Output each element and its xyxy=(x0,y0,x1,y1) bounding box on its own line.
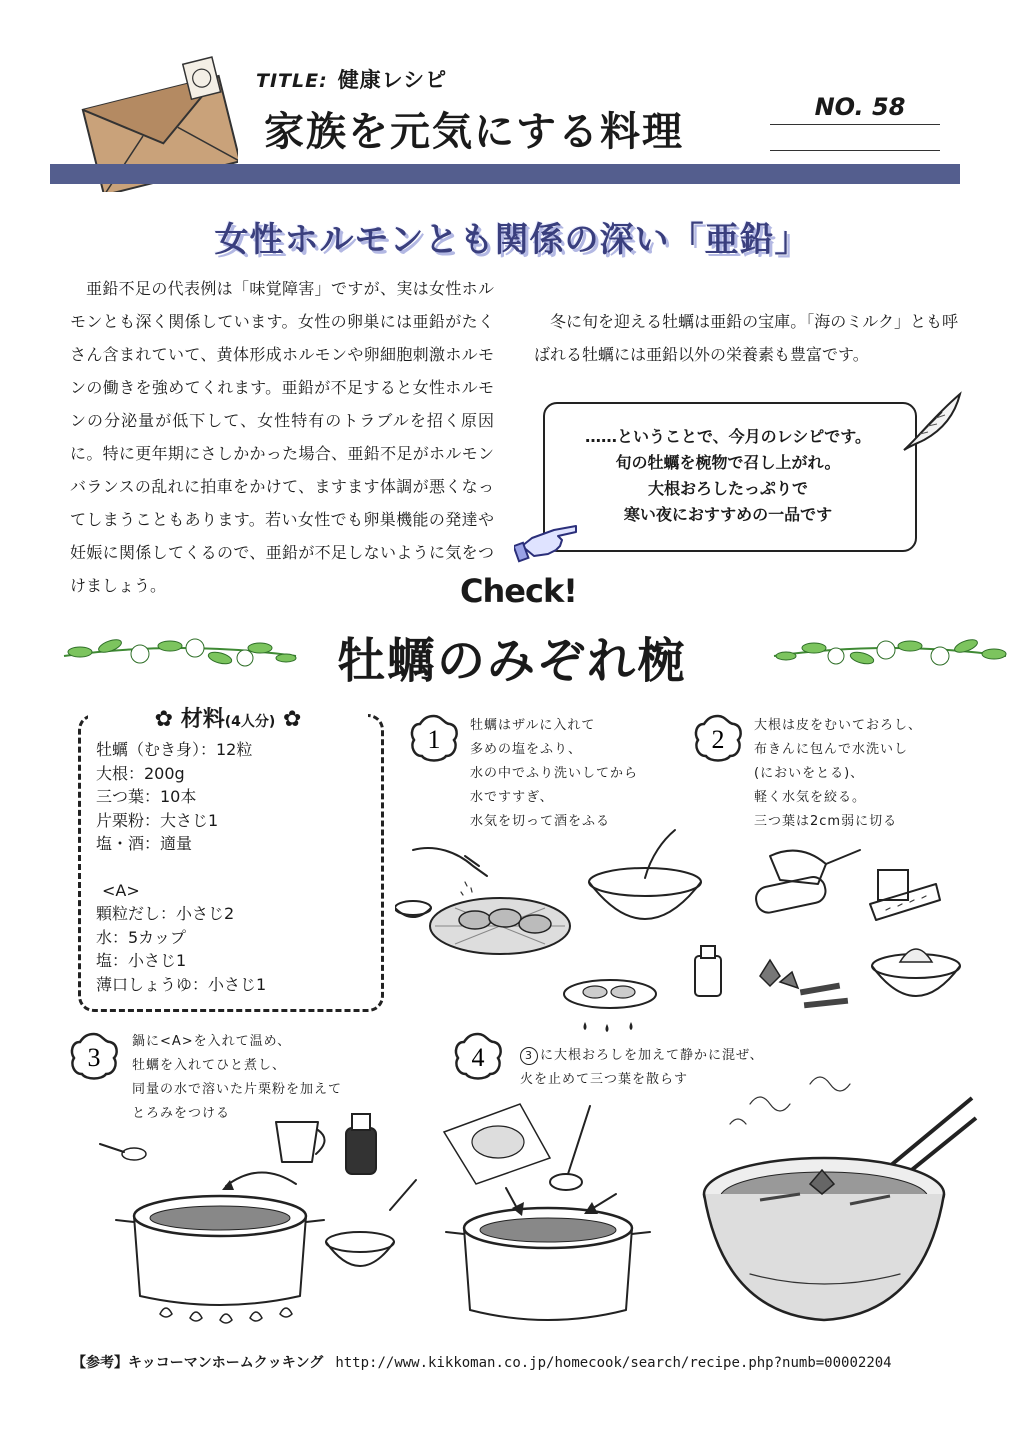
ingredient-spacer xyxy=(96,856,376,879)
ingredient-item: 塩：小さじ1 xyxy=(96,951,187,970)
step-line: 牡蠣を入れてひと煮し、 xyxy=(132,1058,287,1073)
callout-line: 寒い夜におすすめの一品です xyxy=(623,505,833,524)
main-title: 家族を元気にする料理 xyxy=(264,109,684,155)
issue-number: NO. 58 xyxy=(814,93,906,121)
feather-pen-icon xyxy=(898,388,970,456)
article-paragraph-2: 冬に旬を迎える牡蠣は亜鉛の宝庫。「海のミルク」とも呼ばれる牡蠣には亜鉛以外の栄養素も豊富です。 xyxy=(534,312,958,364)
step-3-number: 3 xyxy=(87,1043,101,1072)
step-1-illustration xyxy=(395,826,735,1036)
ingredient-item: 片栗粉：大さじ1 xyxy=(96,810,219,830)
pointing-hand-icon xyxy=(514,516,580,566)
issue-underline-2 xyxy=(770,150,940,151)
step-2-number: 2 xyxy=(711,725,725,754)
step-line: 多めの塩をふり、 xyxy=(470,742,583,757)
recipe-title: 牡蠣のみぞれ椀 xyxy=(336,633,687,689)
ingredient-item: 薄口しょうゆ：小さじ1 xyxy=(96,974,267,994)
step-line: 三つ葉は2cm弱に切る xyxy=(754,814,898,829)
ingredients-heading: 材料 xyxy=(180,707,225,732)
reference-note xyxy=(72,1352,892,1372)
check-label: Check! xyxy=(460,572,577,610)
step-line: 同量の水で溶いた片栗粉を加えて xyxy=(132,1082,343,1097)
leaf-vine-decoration-right xyxy=(770,632,1010,672)
servings-label: (4人分) xyxy=(224,714,276,730)
step-4-number: 4 xyxy=(471,1043,485,1072)
step-line: (においをとる)、 xyxy=(754,766,865,781)
step-1-number: 1 xyxy=(427,725,441,754)
reference-url: http://www.kikkoman.co.jp/homecook/search/recipe.php?numb=00002204 xyxy=(335,1355,892,1371)
step-line: 軽く水気を絞る。 xyxy=(754,790,867,805)
step-3-illustration xyxy=(60,1100,440,1330)
ingredients-title xyxy=(88,702,368,733)
step-line: とろみをつける xyxy=(132,1106,231,1121)
callout-line: 大根おろしたっぷりで xyxy=(647,479,808,498)
step-3-badge xyxy=(68,1030,120,1082)
step-line-text: に大根おろしを加えて静かに混ぜ、 xyxy=(540,1048,764,1063)
callout-line: ……ということで、今月のレシピです。 xyxy=(584,427,871,446)
step-line: 鍋に<A>を入れて温め、 xyxy=(132,1034,292,1049)
ingredient-item: 大根：200g xyxy=(96,763,185,783)
flower-icon: ✿ xyxy=(154,707,181,732)
flower-icon: ✿ xyxy=(275,707,302,732)
step-line: 大根は皮をむいておろし、 xyxy=(754,718,923,733)
step-4-pot-illustration xyxy=(420,1098,680,1330)
article-column-left xyxy=(70,272,494,602)
article-paragraph-1: 亜鉛不足の代表例は「味覚障害」ですが、実は女性ホルモンとも深く関係しています。女性の卵巣には亜鉛がたくさん含まれていて、黄体形成ホルモンや卵細胞刺激ホルモンの働きを強めてくれます。亜鉛が不足すると女性ホルモンの分泌量が低下して、女性特有のトラブルを招く原因に。特に更年期にさしかかった場合、亜鉛不足がホルモンバランスの乱れに拍車をかけて、ますます体調が悪くなってしまうこともあります。若い女性でも卵巣機能の発達や妊娠に関係してくるので、亜鉛が不足しないように気をつけましょう。 xyxy=(70,279,494,595)
title-prefix: TITLE: xyxy=(256,70,328,92)
step-1-badge xyxy=(408,712,460,764)
callout-text xyxy=(543,424,913,528)
step-line: 水ですすぎ、 xyxy=(470,790,554,805)
step-4-badge xyxy=(452,1030,504,1082)
ingredient-item: 顆粒だし：小さじ2 xyxy=(96,904,235,923)
title-label xyxy=(256,64,447,94)
callout-line: 旬の牡蠣を椀物で召し上がれ。 xyxy=(615,453,841,472)
ingredient-item: 牡蠣（むき身）：12粒 xyxy=(96,740,253,759)
issue-underline xyxy=(770,124,940,125)
article-heading: 女性ホルモンとも関係の深い「亜鉛」 xyxy=(214,220,810,260)
series-title: 健康レシピ xyxy=(337,68,448,92)
step-reference-number: 3 xyxy=(520,1047,538,1065)
ingredient-item: 水：5カップ xyxy=(96,927,187,947)
step-2-badge xyxy=(692,712,744,764)
reference-label: 【参考】キッコーマンホームクッキング xyxy=(72,1355,324,1371)
step-2-illustration xyxy=(740,836,970,1036)
ingredient-item: 三つ葉：10本 xyxy=(96,787,197,806)
step-line: 水気を切って酒をふる xyxy=(470,814,611,829)
ingredient-item: 塩・酒：適量 xyxy=(96,834,193,853)
ingredients-list xyxy=(96,738,376,996)
article-column-right xyxy=(534,272,958,371)
step-line: 水の中でふり洗いしてから xyxy=(470,766,639,781)
step-1-text xyxy=(470,714,638,834)
step-4-bowl-illustration xyxy=(690,1064,980,1340)
ingredient-group-label: <A> xyxy=(102,880,140,900)
header-divider-bar xyxy=(50,164,960,184)
step-line: 牡蠣はザルに入れて xyxy=(470,718,596,733)
step-line: 布きんに包んで水洗いし xyxy=(754,742,909,757)
step-2-text xyxy=(754,714,922,834)
step-line: 火を止めて三つ葉を散らす xyxy=(520,1072,689,1087)
